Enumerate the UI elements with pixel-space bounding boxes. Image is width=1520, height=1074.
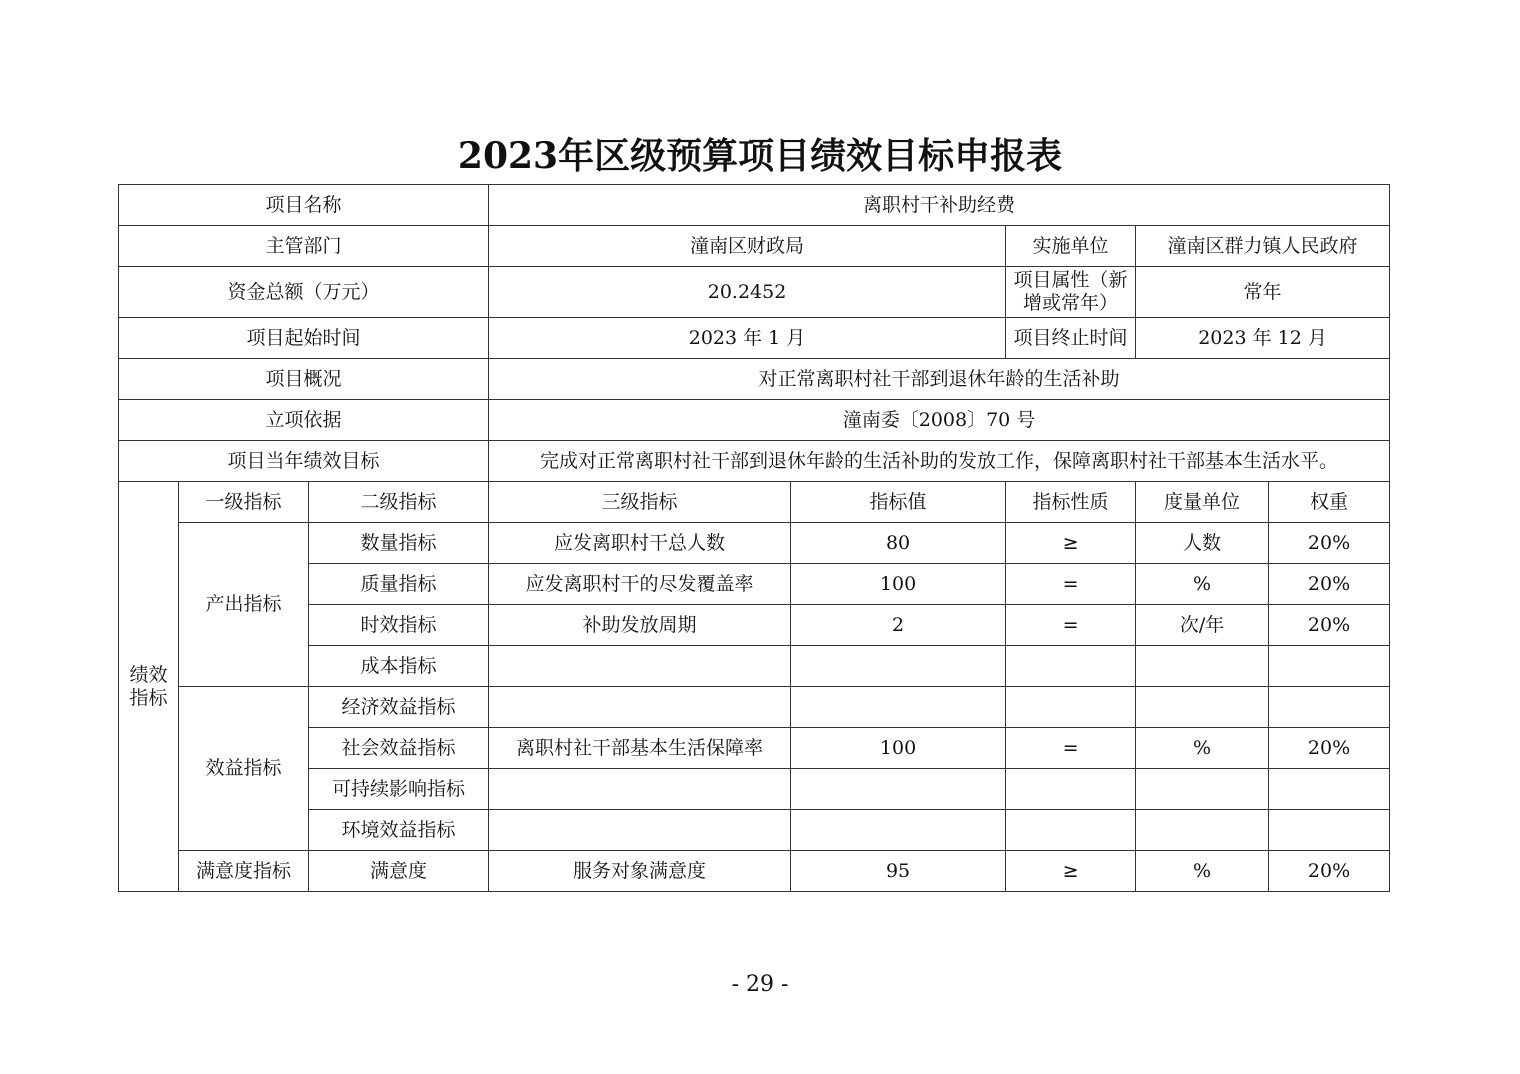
end-value: 2023 年 12 月 xyxy=(1136,318,1390,359)
header-nature: 指标性质 xyxy=(1006,482,1136,523)
table-row xyxy=(119,482,1390,523)
overview-value: 对正常离职村社干部到退休年龄的生活补助 xyxy=(489,359,1390,400)
table-row xyxy=(119,267,1390,318)
table-row xyxy=(119,226,1390,267)
overview-label: 项目概况 xyxy=(119,359,489,400)
level2-cell: 满意度 xyxy=(309,851,489,892)
level3-cell xyxy=(489,687,791,728)
unit-cell: % xyxy=(1136,851,1269,892)
table-row xyxy=(119,851,1390,892)
dept-value: 潼南区财政局 xyxy=(489,226,1006,267)
unit-cell xyxy=(1136,687,1269,728)
project-name-value: 离职村干补助经费 xyxy=(489,185,1390,226)
level3-cell: 应发离职村干的尽发覆盖率 xyxy=(489,564,791,605)
end-label: 项目终止时间 xyxy=(1006,318,1136,359)
nature-cell xyxy=(1006,687,1136,728)
header-level2: 二级指标 xyxy=(309,482,489,523)
table-row xyxy=(119,441,1390,482)
performance-form-table xyxy=(118,184,1390,892)
level2-cell: 时效指标 xyxy=(309,605,489,646)
fund-value: 20.2452 xyxy=(489,267,1006,318)
level3-cell: 应发离职村干总人数 xyxy=(489,523,791,564)
header-unit: 度量单位 xyxy=(1136,482,1269,523)
value-cell: 100 xyxy=(791,564,1006,605)
unit-cell xyxy=(1136,810,1269,851)
table-row xyxy=(119,359,1390,400)
level3-cell xyxy=(489,646,791,687)
weight-cell xyxy=(1269,810,1390,851)
table-row xyxy=(119,646,1390,687)
group-output: 产出指标 xyxy=(179,523,309,687)
header-value: 指标值 xyxy=(791,482,1006,523)
value-cell: 95 xyxy=(791,851,1006,892)
level2-cell: 环境效益指标 xyxy=(309,810,489,851)
level2-cell: 可持续影响指标 xyxy=(309,769,489,810)
table-row xyxy=(119,523,1390,564)
value-cell: 2 xyxy=(791,605,1006,646)
dept-label: 主管部门 xyxy=(119,226,489,267)
page-number: - 29 - xyxy=(731,972,789,997)
goal-value: 完成对正常离职村社干部到退休年龄的生活补助的发放工作，保障离职村社干部基本生活水平。 xyxy=(489,441,1390,482)
page-title: 2023年区级预算项目绩效目标申报表 xyxy=(457,135,1063,177)
nature-cell xyxy=(1006,769,1136,810)
header-level3: 三级指标 xyxy=(489,482,791,523)
start-value: 2023 年 1 月 xyxy=(489,318,1006,359)
table-row xyxy=(119,564,1390,605)
table-row xyxy=(119,810,1390,851)
weight-cell: 20% xyxy=(1269,605,1390,646)
weight-cell: 20% xyxy=(1269,851,1390,892)
unit-cell xyxy=(1136,646,1269,687)
nature-cell: = xyxy=(1006,564,1136,605)
header-level1: 一级指标 xyxy=(179,482,309,523)
value-cell xyxy=(791,810,1006,851)
impl-label: 实施单位 xyxy=(1006,226,1136,267)
value-cell xyxy=(791,769,1006,810)
value-cell: 100 xyxy=(791,728,1006,769)
level3-cell: 服务对象满意度 xyxy=(489,851,791,892)
basis-value: 潼南委〔2008〕70 号 xyxy=(489,400,1390,441)
goal-label: 项目当年绩效目标 xyxy=(119,441,489,482)
weight-cell: 20% xyxy=(1269,523,1390,564)
table-row xyxy=(119,769,1390,810)
level2-cell: 社会效益指标 xyxy=(309,728,489,769)
indicator-section-label: 绩效指标 xyxy=(119,482,179,892)
header-weight: 权重 xyxy=(1269,482,1390,523)
group-satisfaction: 满意度指标 xyxy=(179,851,309,892)
table-row xyxy=(119,318,1390,359)
value-cell: 80 xyxy=(791,523,1006,564)
level3-cell xyxy=(489,769,791,810)
weight-cell: 20% xyxy=(1269,564,1390,605)
table-row xyxy=(119,687,1390,728)
project-name-label: 项目名称 xyxy=(119,185,489,226)
table-row xyxy=(119,728,1390,769)
level2-cell: 质量指标 xyxy=(309,564,489,605)
level2-cell: 数量指标 xyxy=(309,523,489,564)
unit-cell: % xyxy=(1136,564,1269,605)
nature-cell: ≥ xyxy=(1006,523,1136,564)
start-label: 项目起始时间 xyxy=(119,318,489,359)
value-cell xyxy=(791,687,1006,728)
unit-cell: 次/年 xyxy=(1136,605,1269,646)
unit-cell: 人数 xyxy=(1136,523,1269,564)
fund-label: 资金总额（万元） xyxy=(119,267,489,318)
weight-cell xyxy=(1269,769,1390,810)
level3-cell xyxy=(489,810,791,851)
impl-value: 潼南区群力镇人民政府 xyxy=(1136,226,1390,267)
basis-label: 立项依据 xyxy=(119,400,489,441)
nature-cell xyxy=(1006,646,1136,687)
attr-label: 项目属性（新增或常年） xyxy=(1006,267,1136,318)
table-row xyxy=(119,605,1390,646)
unit-cell xyxy=(1136,769,1269,810)
unit-cell: % xyxy=(1136,728,1269,769)
nature-cell: ≥ xyxy=(1006,851,1136,892)
table-row xyxy=(119,400,1390,441)
level3-cell: 补助发放周期 xyxy=(489,605,791,646)
value-cell xyxy=(791,646,1006,687)
group-benefit: 效益指标 xyxy=(179,687,309,851)
nature-cell: = xyxy=(1006,605,1136,646)
weight-cell xyxy=(1269,687,1390,728)
attr-value: 常年 xyxy=(1136,267,1390,318)
nature-cell xyxy=(1006,810,1136,851)
level2-cell: 经济效益指标 xyxy=(309,687,489,728)
level3-cell: 离职村社干部基本生活保障率 xyxy=(489,728,791,769)
table-row xyxy=(119,185,1390,226)
level2-cell: 成本指标 xyxy=(309,646,489,687)
weight-cell xyxy=(1269,646,1390,687)
weight-cell: 20% xyxy=(1269,728,1390,769)
nature-cell: = xyxy=(1006,728,1136,769)
